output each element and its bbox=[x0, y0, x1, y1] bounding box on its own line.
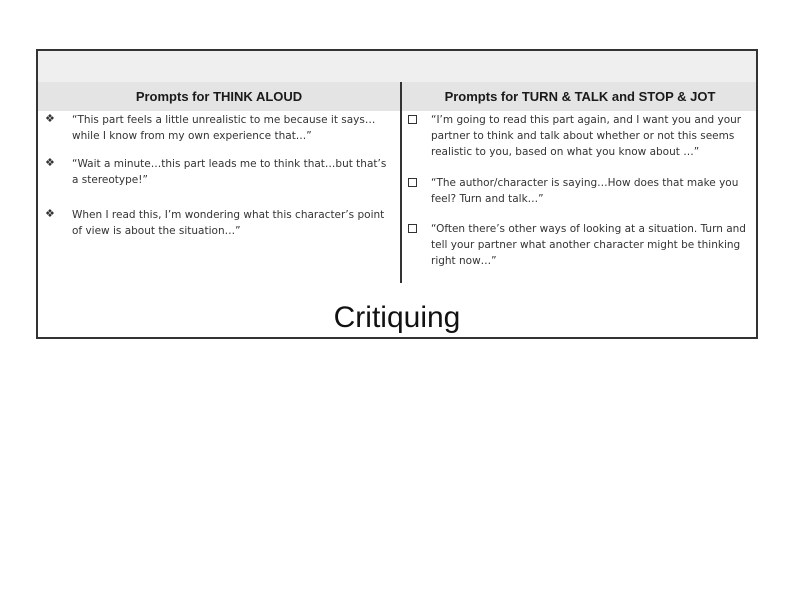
diamond-bullet-icon: ❖ bbox=[45, 208, 55, 220]
column-divider bbox=[400, 82, 402, 283]
turn-and-talk-heading: Prompts for TURN & TALK and STOP & JOT bbox=[444, 89, 716, 104]
turn-talk-prompt-2: “The author/character is saying…How does that make you feel? Turn and talk…” bbox=[431, 177, 739, 205]
checkbox-icon bbox=[408, 178, 417, 187]
slide-title: Critiquing bbox=[333, 301, 461, 334]
think-aloud-prompt-1: “This part feels a little unrealistic to me because it says…while I know from my own experience that…” bbox=[72, 114, 376, 142]
think-aloud-prompt-3: When I read this, I’m wondering what this character’s point of view is about the situation…” bbox=[72, 209, 385, 237]
table-top-band bbox=[38, 51, 756, 82]
think-aloud-heading: Prompts for THINK ALOUD bbox=[135, 89, 303, 104]
turn-talk-prompt-1: “I’m going to read this part again, and I want you and your partner to think and talk about whether or not this seems realistic to you, based on what you know about …” bbox=[431, 114, 742, 158]
checkbox-icon bbox=[408, 224, 417, 233]
diamond-bullet-icon: ❖ bbox=[45, 157, 55, 169]
checkbox-icon bbox=[408, 115, 417, 124]
prompts-table bbox=[36, 49, 758, 339]
think-aloud-prompt-2: “Wait a minute…this part leads me to think that…but that’s a stereotype!” bbox=[72, 158, 387, 186]
turn-talk-prompt-3: “Often there’s other ways of looking at a situation. Turn and tell your partner what another character might be thinking right now…” bbox=[431, 223, 746, 267]
diamond-bullet-icon: ❖ bbox=[45, 113, 55, 125]
